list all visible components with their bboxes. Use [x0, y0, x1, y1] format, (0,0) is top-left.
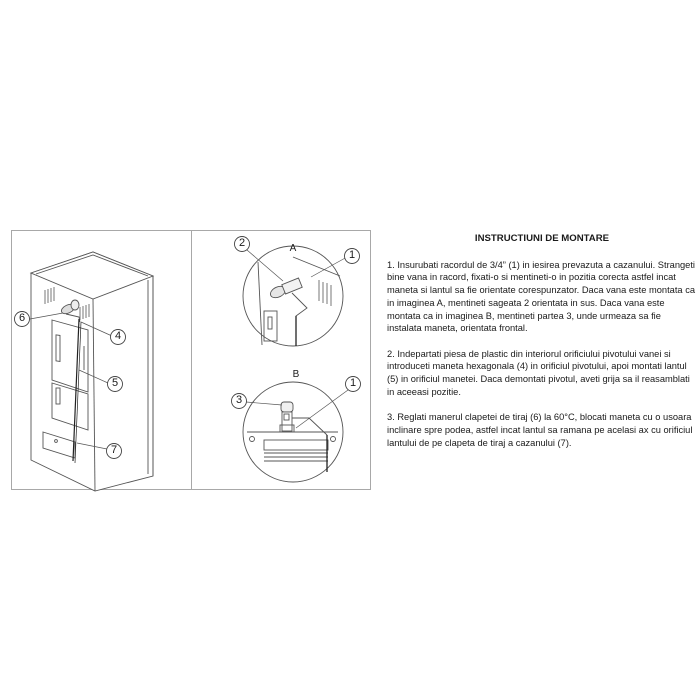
boiler-illustration — [31, 252, 153, 491]
callout-1-b: 1 — [349, 377, 357, 389]
callout-2: 2 — [238, 237, 246, 249]
instruction-step-3: 3. Reglati manerul clapetei de tiraj (6) la 60°C, blocati maneta cu o usoara inclinare spre podea, astfel incat lantul sa ramana pe acelasi ax cu orificiul lantului de pe clapeta de tiraj a cazanului (7). — [387, 412, 693, 448]
instructions-panel — [387, 233, 697, 462]
instruction-step-1: 1. Insurubati racordul de 3/4” (1) in iesirea prevazuta a cazanului. Strangeti bine vana in racord, fixati-o si mentineti-o in pozitia corecta astfel incat maneta si lantul sa fie orientate corespunzator. Daca vana este montata ca in imaginea A, mentineti sageata 2 orientata in sus. Daca vana este montata ca in imaginea B, mentineti partea 3, unde urmeaza sa fie instalata maneta, orientata frontal. — [387, 259, 696, 334]
callout-1-a: 1 — [348, 249, 356, 261]
detail-b-label: B — [292, 369, 300, 380]
callout-4: 4 — [114, 330, 122, 342]
detail-b — [243, 382, 343, 482]
callout-5: 5 — [111, 377, 119, 389]
callout-6: 6 — [18, 312, 26, 324]
callout-3: 3 — [235, 394, 243, 406]
instructions-title: INSTRUCTIUNI DE MONTARE — [474, 233, 610, 244]
instruction-step-2: 2. Indepartati piesa de plastic din interiorul orificiului pivotului vanei si introduceti maneta hexagonala (4) in orificiul pivotului, apoi montati lantul (5) in orificiul manetei. Daca demontati pivotul, aveti grija sa il reasamblati in aceeasi pozitie. — [387, 348, 690, 397]
detail-a-label: A — [289, 243, 297, 254]
detail-a — [243, 246, 343, 346]
callout-7: 7 — [110, 444, 118, 456]
